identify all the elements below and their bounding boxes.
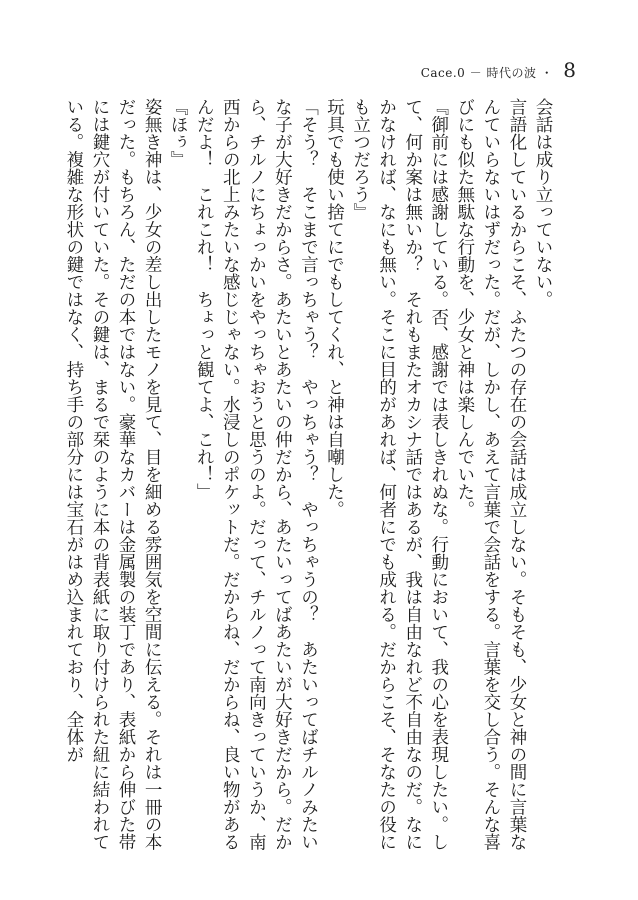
chapter-title: Cace.0 － 時代の波 ・: [420, 66, 554, 80]
paragraph: 言語化しているからこそ、ふたつの存在の会話は成立しない。そもそも、少女と神の間に言葉なんていらないはずだった。だが、しかし、あえて言葉で会話をする。言葉を交し合う。そんな喜びにも似た無駄な行動を、少女と神は楽しんでいた。: [454, 98, 527, 851]
paragraph: 『御前には感謝している。否、感謝では表しきれぬな。行動において、我の心を表現したい。して、何か案は無いか？ それもまたオカシナ話ではあるが、我は自由なれど不自由なのだ。なにかなければ、なにも無い。そこに目的があれば、何者にでも成れる。だからこそ、そなたの役にも立つだろう』: [350, 98, 449, 851]
running-header: [421, 58, 576, 82]
paragraph: 姿無き神は、少女の差し出したモノを見て、目を細める雰囲気を空間に伝える。それは一冊の本だった。もちろん、ただの本ではない。豪華なカバーは金属製の装丁であり、表紙から伸びた帯には鍵穴が付いていた。その鍵は、まるで栞のように本の背表紙に取り付けられた紐に結われている。複雑な形状の鍵ではなく、持ち手の部分には宝石がはめ込まれており、全体が: [63, 98, 163, 851]
paragraph: 会話は成り立っていない。: [533, 98, 553, 308]
page-number: 8: [563, 58, 576, 82]
paragraph: 「そう？ そこまで言っちゃう？ やっちゃう？ やっちゃうの？ あたいってばチルノみたいな子が大好きだからさ。あたいとあたいの仲だから、あたいってばあたいが大好きだから。だから、チルノにちょっかいをやっちゃおうと思うのよ。だって、チルノって南向きっていうか、南西からの北上みたいな感じじゃない。水浸しのポケットだ。だからね、だからね、良い物があるんだよ！ これこれ！ ちょっと観てよ、これ！」: [194, 98, 319, 851]
paragraph: 『ほぅ』: [168, 98, 189, 168]
paragraph: 玩具でも使い捨てにでもしてくれ、と神は自嘲した。: [324, 98, 345, 518]
vertical-text-body: [63, 98, 556, 858]
